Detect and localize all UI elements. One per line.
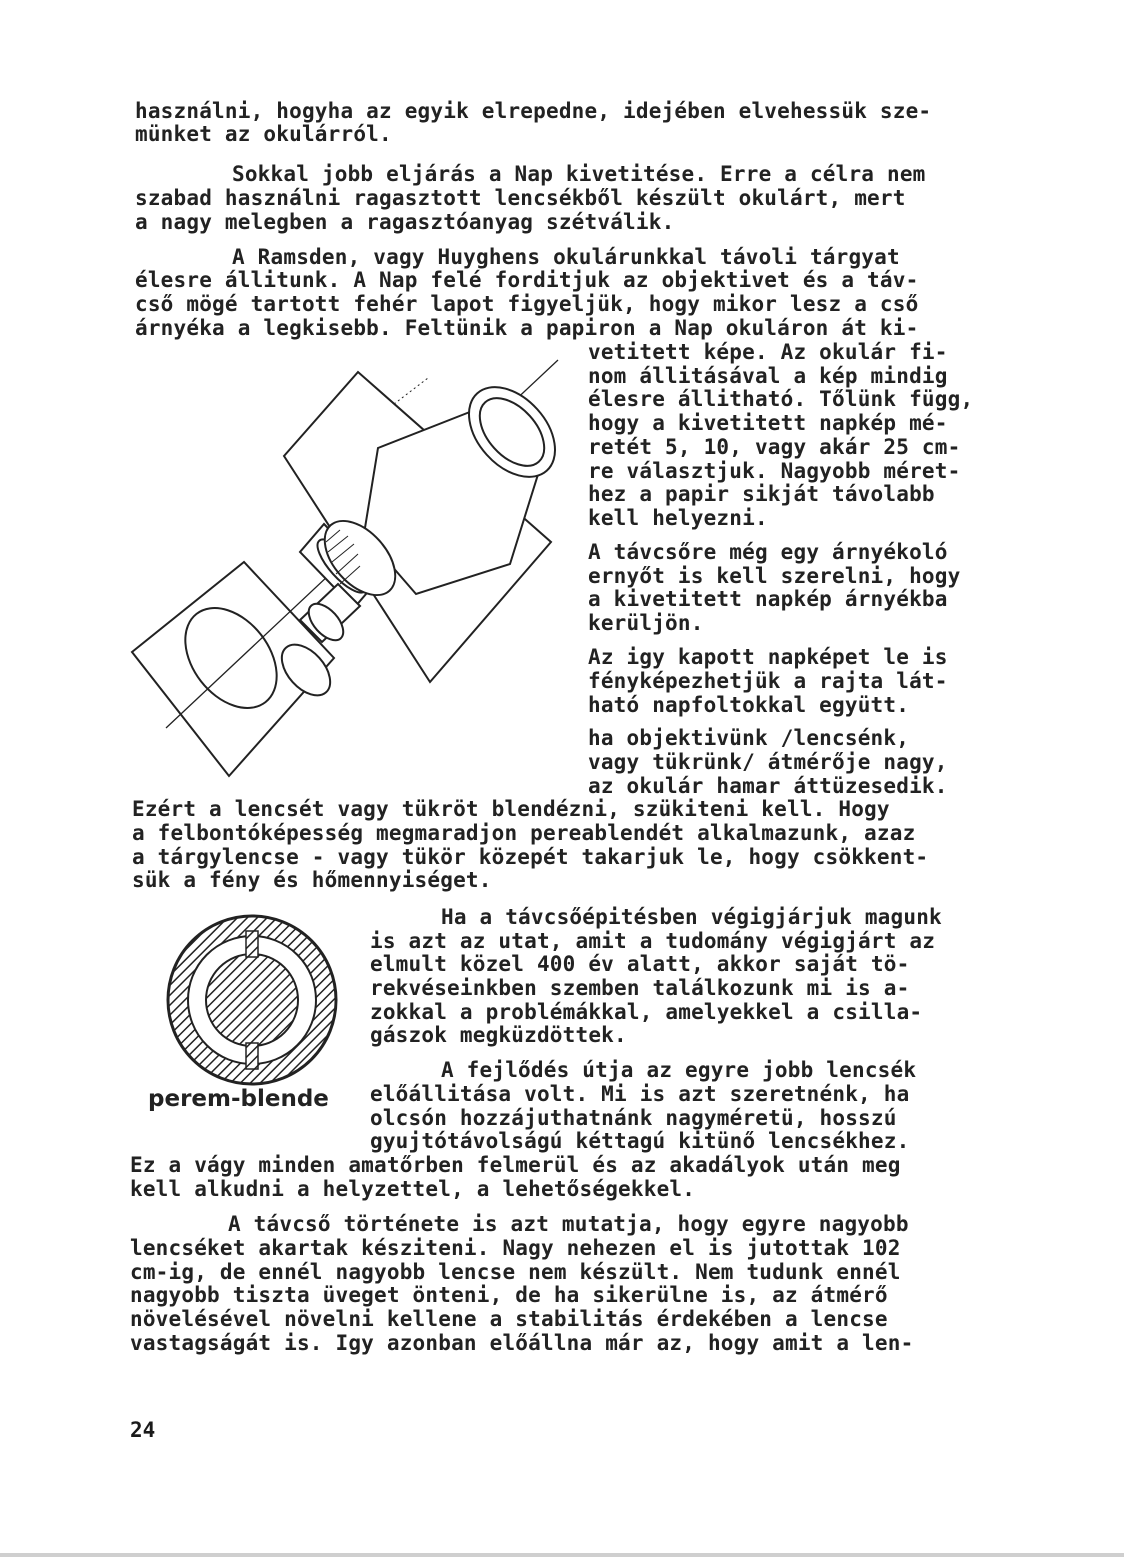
- text-line-34: elmult közel 400 év alatt, akkor saját tö-: [370, 952, 910, 976]
- text-line-41: gyujtótávolságú kéttagú kitünő lencsékhez.: [370, 1129, 910, 1153]
- text-line-11: nom állitásával a kép mindig: [588, 364, 948, 388]
- figure-caption: perem-blende: [148, 1086, 329, 1112]
- text-line-13: hogy a kivetitett napkép mé-: [588, 411, 948, 435]
- text-line-8: cső mögé tartott fehér lapot figyeljük, hogy mikor lesz a cső: [135, 292, 919, 316]
- text-line-16: hez a papir sikját távolabb: [588, 482, 935, 506]
- text-line-31: sük a fény és hőmennyiséget.: [132, 868, 492, 892]
- perem-blende-illustration: [160, 905, 350, 1095]
- text-line-40: olcsón hozzájuthatnánk nagyméretü, hosszú: [370, 1106, 897, 1130]
- text-line-33: is azt az utat, amit a tudomány végigjárt az: [370, 929, 936, 953]
- page-bottom-edge: [0, 1553, 1124, 1557]
- text-line-28: Ezért a lencsét vagy tükröt blendézni, szükiteni kell. Hogy: [132, 797, 890, 821]
- text-line-48: növelésével növelni kellene a stabilitás érdekében a lencse: [130, 1307, 888, 1331]
- text-line-49: vastagságát is. Igy azonban előállna már az, hogy amit a len-: [130, 1331, 914, 1355]
- text-line-29: a felbontóképesség megmaradjon pereablendét alkalmazunk, azaz: [132, 821, 916, 845]
- text-line-35: rekvéseinkben szemben találkozunk mi is a-: [370, 976, 910, 1000]
- text-line-20: a kivetitett napkép árnyékba: [588, 587, 948, 611]
- text-line-15: re választjuk. Nagyobb méret-: [588, 459, 961, 483]
- text-line-27: az okulár hamar áttüzesedik.: [588, 774, 948, 798]
- text-line-39: előállitása volt. Mi is azt szeretnénk, ha: [370, 1082, 910, 1106]
- text-line-36: zokkal a problémákkal, amelyekkel a csilla-: [370, 1000, 923, 1024]
- text-line-14: retét 5, 10, vagy akár 25 cm-: [588, 435, 961, 459]
- page-number: 24: [130, 1418, 156, 1442]
- text-line-46: cm-ig, de ennél nagyobb lencse nem készült. Nem tudunk ennél: [130, 1260, 901, 1284]
- text-line-22: Az igy kapott napképet le is: [588, 645, 948, 669]
- text-line-24: ható napfoltokkal együtt.: [588, 693, 910, 717]
- text-line-42: Ez a vágy minden amatőrben felmerül és az akadályok után meg: [130, 1153, 901, 1177]
- text-line-7: élesre állitunk. A Nap felé forditjuk az objektivet és a táv-: [135, 268, 919, 292]
- text-line-12: élesre állitható. Tőlünk függ,: [588, 387, 974, 411]
- text-line-9: árnyéka a legkisebb. Feltünik a papiron a Nap okuláron át ki-: [135, 316, 919, 340]
- text-line-26: vagy tükrünk/ átmérője nagy,: [588, 750, 948, 774]
- text-line-3: Sokkal jobb eljárás a Nap kivetitése. Erre a célra nem: [232, 162, 926, 186]
- text-line-21: kerüljön.: [588, 611, 704, 635]
- text-line-5: a nagy melegben a ragasztóanyag szétválik.: [135, 210, 675, 234]
- text-line-30: a tárgylencse - vagy tükör közepét takarjuk le, hogy csökkent-: [132, 845, 929, 869]
- text-line-19: ernyőt is kell szerelni, hogy: [588, 564, 961, 588]
- text-line-37: gászok megküzdöttek.: [370, 1023, 627, 1047]
- text-line-2: münket az okulárról.: [135, 122, 392, 146]
- text-line-6: A Ramsden, vagy Huyghens okulárunkkal távoli tárgyat: [232, 245, 900, 269]
- text-line-17: kell helyezni.: [588, 506, 768, 530]
- telescope-projection-illustration: [128, 352, 568, 792]
- text-line-23: fényképezhetjük a rajta lát-: [588, 669, 948, 693]
- text-line-47: nagyobb tiszta üveget önteni, de ha sikerülne is, az átmérő: [130, 1283, 888, 1307]
- text-line-43: kell alkudni a helyzettel, a lehetőségekkel.: [130, 1177, 696, 1201]
- text-line-32: Ha a távcsőépitésben végigjárjuk magunk: [441, 905, 942, 929]
- text-line-1: használni, hogyha az egyik elrepedne, idejében elvehessük sze-: [135, 99, 932, 123]
- text-line-38: A fejlődés útja az egyre jobb lencsék: [441, 1058, 917, 1082]
- text-line-44: A távcső története is azt mutatja, hogy egyre nagyobb: [228, 1212, 909, 1236]
- text-line-45: lencséket akartak késziteni. Nagy nehezen el is jutottak 102: [130, 1236, 901, 1260]
- text-line-25: ha objektivünk /lencsénk,: [588, 726, 910, 750]
- text-line-10: vetitett képe. Az okulár fi-: [588, 340, 948, 364]
- text-line-4: szabad használni ragasztott lencsékből készült okulárt, mert: [135, 186, 906, 210]
- text-line-18: A távcsőre még egy árnyékoló: [588, 540, 948, 564]
